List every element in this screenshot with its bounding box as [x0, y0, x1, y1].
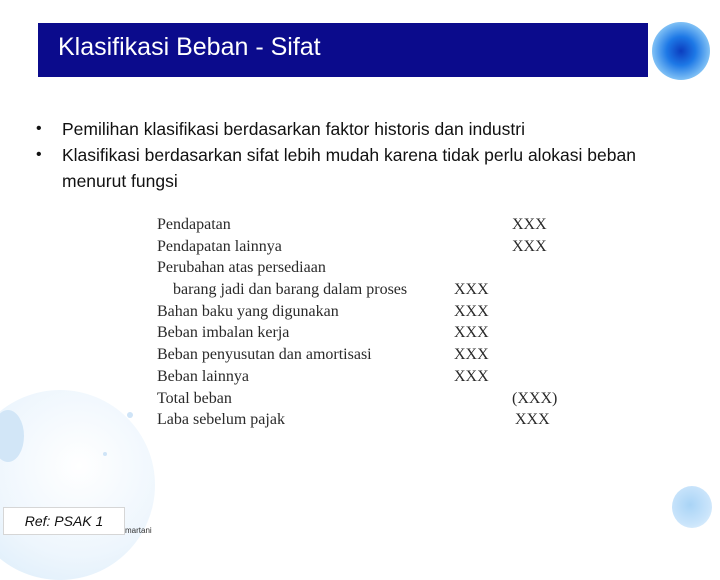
bullet-list: [36, 116, 696, 194]
row-label: Beban lainnya: [157, 367, 249, 385]
row-value-col1: XXX: [454, 281, 489, 299]
statement-row: [157, 257, 577, 279]
bullet-text: Klasifikasi berdasarkan sifat lebih mudah karena tidak perlu alokasi beban menurut fungsi: [62, 145, 636, 191]
row-label: Bahan baku yang digunakan: [157, 302, 339, 320]
background-circle-decoration: [0, 390, 155, 580]
row-value-col1: XXX: [454, 346, 489, 364]
slide-title: Klasifikasi Beban - Sifat: [58, 33, 321, 61]
statement-row: [157, 366, 577, 388]
row-label: Total beban: [157, 389, 232, 407]
light-blue-orb-icon: [672, 486, 712, 528]
bullet-item: [36, 142, 696, 194]
bullet-dot-icon: •: [36, 120, 42, 137]
statement-row: [157, 236, 577, 258]
row-label: Pendapatan lainnya: [157, 237, 282, 255]
row-value-col1: XXX: [454, 302, 489, 320]
row-label: Perubahan atas persediaan: [157, 259, 326, 277]
background-dot-decoration: [127, 412, 133, 418]
row-label: barang jadi dan barang dalam proses: [173, 281, 408, 299]
row-value-col1: XXX: [454, 324, 489, 342]
row-label: Beban penyusutan dan amortisasi: [157, 346, 372, 364]
row-value-col1: XXX: [454, 367, 489, 385]
title-bar: [38, 23, 648, 77]
row-label: Beban imbalan kerja: [157, 324, 290, 342]
reference-label: Ref: PSAK 1: [3, 507, 125, 535]
bullet-text: Pemilihan klasifikasi berdasarkan faktor historis dan industri: [62, 119, 525, 139]
statement-row: [157, 344, 577, 366]
income-statement-table: [157, 214, 577, 431]
row-label: Pendapatan: [157, 216, 231, 233]
background-dot-decoration: [103, 452, 107, 456]
footer-author-fragment: martani: [125, 526, 152, 535]
statement-row: [157, 388, 577, 410]
row-value-col2: XXX: [512, 216, 547, 233]
statement-row: [157, 279, 577, 301]
statement-row: [157, 409, 577, 431]
statement-row: [157, 301, 577, 323]
blue-orb-icon: [652, 22, 710, 80]
bullet-dot-icon: •: [36, 146, 42, 163]
bullet-item: [36, 116, 696, 142]
row-value-col2: (XXX): [512, 389, 558, 407]
row-label: Laba sebelum pajak: [157, 411, 285, 429]
row-value-col2: XXX: [512, 237, 547, 255]
row-value-col2: XXX: [515, 411, 550, 429]
statement-row: [157, 214, 577, 236]
statement-row: [157, 322, 577, 344]
